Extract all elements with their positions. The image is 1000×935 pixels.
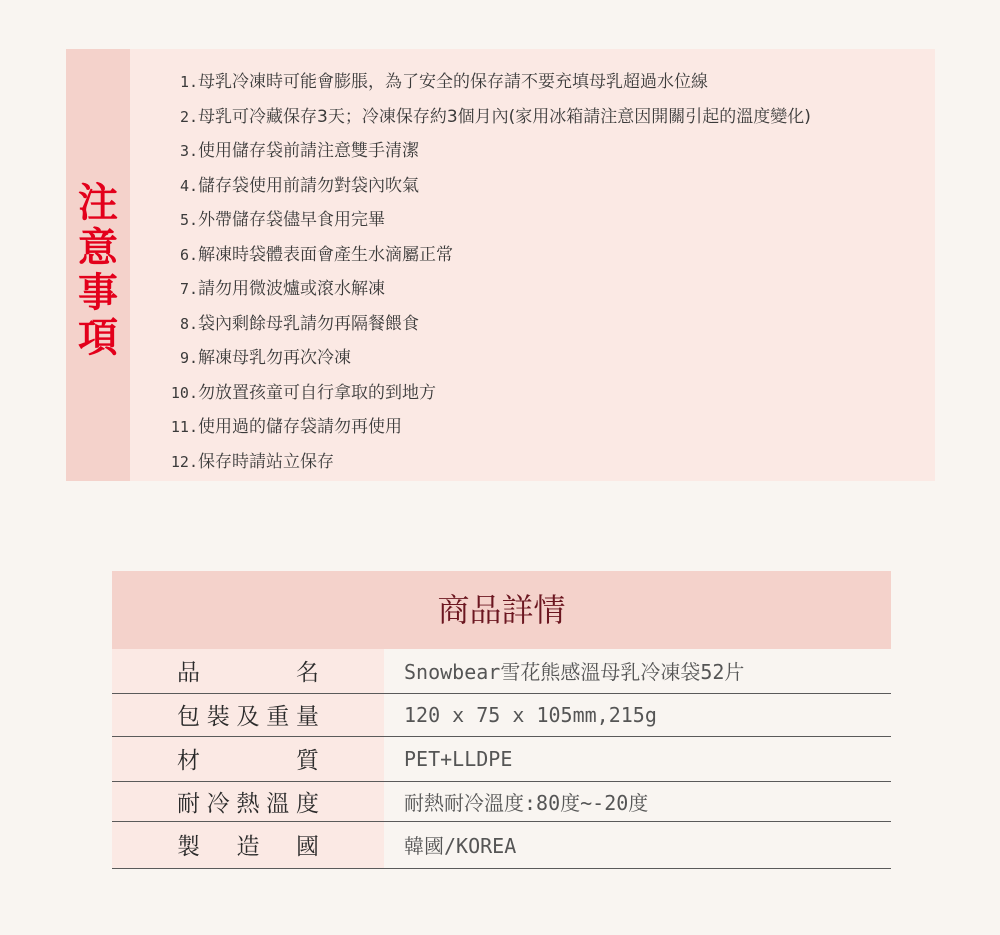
notice-item <box>162 100 811 135</box>
product-detail-title: 商品詳情 <box>112 571 891 649</box>
notice-item <box>162 203 811 238</box>
row-label-cell <box>112 821 384 868</box>
notice-item-number: 11. <box>170 418 198 436</box>
row-gap <box>384 693 404 736</box>
row-value: 耐熱耐冷溫度:80度~-20度 <box>404 781 891 821</box>
table-row <box>112 821 891 868</box>
row-label: 製造國 <box>177 834 319 860</box>
notice-item-text: 母乳可冷藏保存3天；冷凍保存約3個月內(家用冰箱請注意因開關引起的溫度變化) <box>198 106 811 127</box>
notice-item-number: 5. <box>179 211 198 229</box>
notice-item-text: 解凍母乳勿再次冷凍 <box>198 348 351 368</box>
row-label-cell <box>112 781 384 821</box>
table-row <box>112 693 891 736</box>
row-label: 包裝及重量 <box>177 704 319 730</box>
row-label-cell <box>112 649 384 693</box>
notice-item <box>162 272 811 307</box>
notice-list <box>162 65 811 479</box>
notice-item <box>162 134 811 169</box>
notice-item-number: 12. <box>170 452 198 471</box>
notice-title: 注意事項 <box>78 180 118 361</box>
notice-item-number: 9. <box>179 349 198 367</box>
notice-item-text: 儲存袋使用前請勿對袋內吹氣 <box>198 175 419 196</box>
product-detail-section <box>112 571 891 869</box>
row-value: 韓國/KOREA <box>404 821 891 868</box>
table-row <box>112 736 891 781</box>
notice-item <box>162 169 811 204</box>
notice-item-text: 使用過的儲存袋請勿再使用 <box>198 417 402 437</box>
notice-item-text: 袋內剩餘母乳請勿再隔餐餵食 <box>198 313 419 334</box>
notice-item-text: 外帶儲存袋儘早食用完畢 <box>198 210 385 230</box>
notice-item-number: 3. <box>179 142 198 160</box>
notice-item <box>162 307 811 342</box>
notice-item-text: 解凍時袋體表面會產生水滴屬正常 <box>198 244 453 265</box>
row-label-cell <box>112 736 384 781</box>
row-value: PET+LLDPE <box>404 736 891 781</box>
row-label: 耐冷熱溫度 <box>177 790 319 817</box>
notice-item-text: 勿放置孩童可自行拿取的到地方 <box>198 382 436 403</box>
notice-item <box>162 376 811 411</box>
notice-item-number: 2. <box>179 107 198 126</box>
notice-item-text: 使用儲存袋前請注意雙手清潔 <box>198 141 419 161</box>
table-row <box>112 649 891 693</box>
notice-item <box>162 410 811 445</box>
row-label: 材質 <box>177 748 319 774</box>
notice-item-text: 請勿用微波爐或滾水解凍 <box>198 279 385 299</box>
notice-item-text: 保存時請站立保存 <box>198 451 334 472</box>
notice-section <box>66 49 935 481</box>
row-value: Snowbear雪花熊感溫母乳冷凍袋52片 <box>404 649 891 693</box>
notice-item-number: 10. <box>170 383 198 402</box>
notice-item <box>162 341 811 376</box>
product-detail-table <box>112 649 891 869</box>
notice-item-number: 1. <box>179 73 198 91</box>
row-gap <box>384 781 404 821</box>
notice-item-number: 4. <box>179 176 198 195</box>
row-gap <box>384 649 404 693</box>
notice-item <box>162 238 811 273</box>
row-gap <box>384 736 404 781</box>
notice-item <box>162 65 811 100</box>
row-label: 品名 <box>177 660 319 687</box>
notice-item <box>162 445 811 480</box>
notice-item-number: 8. <box>179 314 198 333</box>
notice-item-number: 7. <box>179 280 198 298</box>
notice-item-number: 6. <box>179 245 198 264</box>
notice-item-text: 母乳冷凍時可能會膨脹，為了安全的保存請不要充填母乳超過水位線 <box>198 72 708 92</box>
table-row <box>112 781 891 821</box>
row-label-cell <box>112 693 384 736</box>
notice-sidebar <box>66 49 130 481</box>
row-value: 120 x 75 x 105mm,215g <box>404 693 891 736</box>
row-gap <box>384 821 404 868</box>
